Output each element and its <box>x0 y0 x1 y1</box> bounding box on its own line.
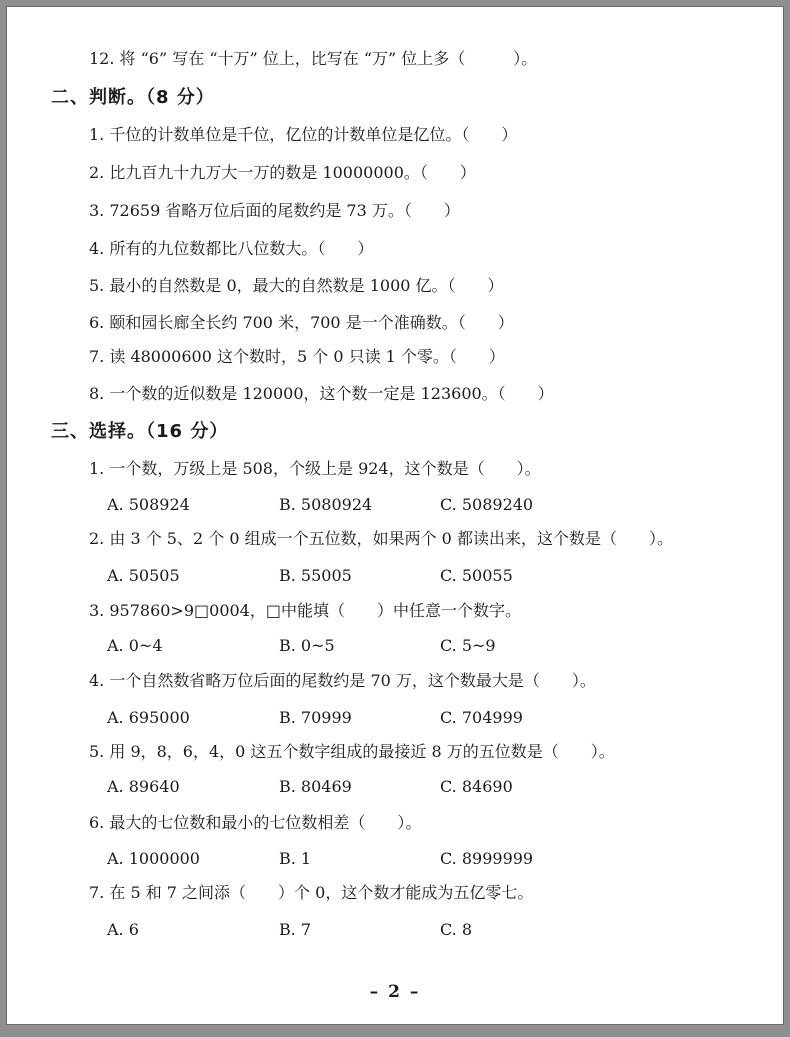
choice-q2-option-c: C. 50055 <box>440 566 513 585</box>
choice-q7: 7. 在 5 和 7 之间添（ ）个 0，这个数才能成为五亿零七。 <box>89 883 534 902</box>
choice-q1-option-c: C. 5089240 <box>440 495 534 514</box>
choice-q6-option-a: A. 1000000 <box>107 849 200 868</box>
section-2-title: 二、判断。（8 分） <box>51 87 215 108</box>
judge-item-6: 6. 颐和园长廊全长约 700 米，700 是一个准确数。（ ） <box>89 313 514 332</box>
choice-q5-option-a: A. 89640 <box>107 777 180 796</box>
judge-item-3: 3. 72659 省略万位后面的尾数约是 73 万。（ ） <box>89 201 460 220</box>
choice-q7-option-a: A. 6 <box>107 920 139 939</box>
choice-q3-option-a: A. 0~4 <box>107 636 163 655</box>
worksheet-page <box>6 6 784 1025</box>
choice-q6-option-b: B. 1 <box>279 849 312 868</box>
judge-item-2: 2. 比九百九十九万大一万的数是 10000000。（ ） <box>89 163 476 182</box>
choice-q5-option-b: B. 80469 <box>279 777 352 796</box>
choice-q4-option-c: C. 704999 <box>440 708 523 727</box>
choice-q2-option-b: B. 55005 <box>279 566 352 585</box>
choice-q1-option-b: B. 5080924 <box>279 495 373 514</box>
judge-item-7: 7. 读 48000600 这个数时，5 个 0 只读 1 个零。（ ） <box>89 347 505 366</box>
choice-q3-option-c: C. 5~9 <box>440 636 496 655</box>
choice-q6-option-c: C. 8999999 <box>440 849 534 868</box>
page-number: – 2 – <box>369 982 421 1002</box>
choice-q2-option-a: A. 50505 <box>107 566 180 585</box>
choice-q3: 3. 957860>9□0004，□中能填（ ）中任意一个数字。 <box>89 601 521 620</box>
choice-q5-option-c: C. 84690 <box>440 777 513 796</box>
choice-q6: 6. 最大的七位数和最小的七位数相差（ ）。 <box>89 813 422 832</box>
choice-q5: 5. 用 9，8，6，4，0 这五个数字组成的最接近 8 万的五位数是（ ）。 <box>89 742 615 761</box>
judge-item-5: 5. 最小的自然数是 0，最大的自然数是 1000 亿。（ ） <box>89 276 504 295</box>
judge-item-4: 4. 所有的九位数都比八位数大。（ ） <box>89 239 374 258</box>
judge-item-8: 8. 一个数的近似数是 120000，这个数一定是 123600。（ ） <box>89 384 554 403</box>
choice-q7-option-c: C. 8 <box>440 920 473 939</box>
judge-item-1: 1. 千位的计数单位是千位，亿位的计数单位是亿位。（ ） <box>89 125 518 144</box>
choice-q1-option-a: A. 508924 <box>107 495 190 514</box>
choice-q4-option-a: A. 695000 <box>107 708 190 727</box>
choice-q4-option-b: B. 70999 <box>279 708 352 727</box>
question-12: 12. 将 “6” 写在 “十万” 位上，比写在 “万” 位上多（ ）。 <box>89 49 538 68</box>
section-3-title: 三、选择。（16 分） <box>51 421 229 442</box>
choice-q1: 1. 一个数，万级上是 508，个级上是 924，这个数是（ ）。 <box>89 459 541 478</box>
choice-q7-option-b: B. 7 <box>279 920 312 939</box>
choice-q4: 4. 一个自然数省略万位后面的尾数约是 70 万，这个数最大是（ ）。 <box>89 671 596 690</box>
choice-q2: 2. 由 3 个 5、2 个 0 组成一个五位数，如果两个 0 都读出来，这个数是（ ）。 <box>89 529 673 548</box>
choice-q3-option-b: B. 0~5 <box>279 636 335 655</box>
